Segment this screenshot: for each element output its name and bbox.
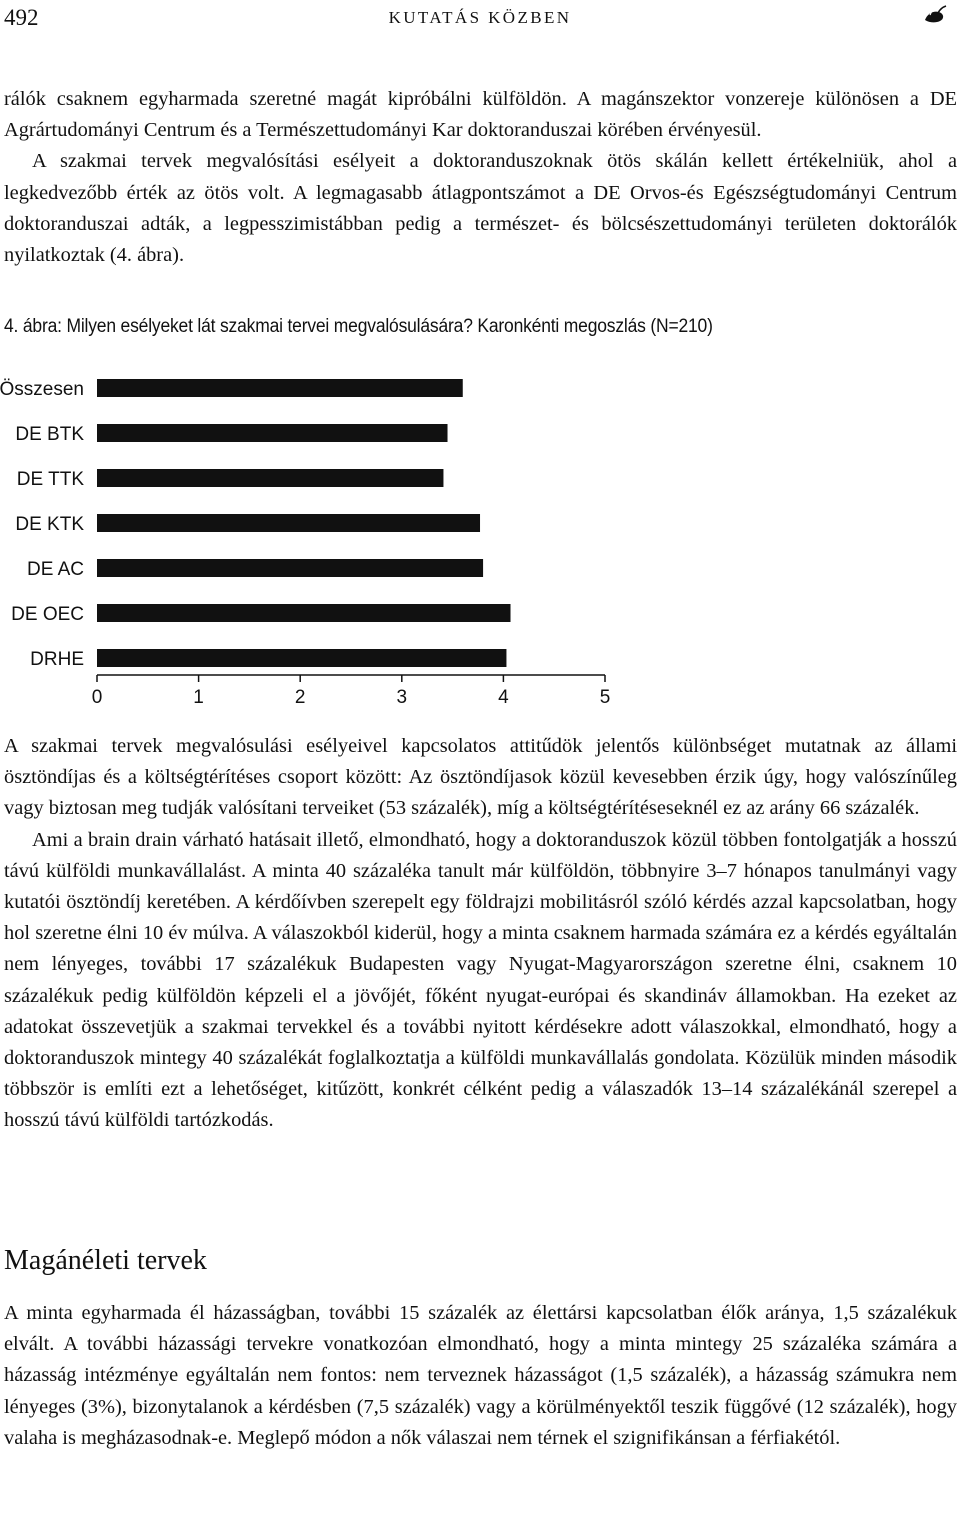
bar	[97, 424, 448, 442]
running-title: KUTATÁS KÖZBEN	[388, 8, 572, 27]
text-block-bottom	[4, 1298, 957, 1454]
bar	[97, 649, 506, 667]
category-label: DE BTK	[15, 424, 84, 445]
category-label: Összesen	[0, 379, 84, 400]
bar	[97, 604, 511, 622]
category-label: DE OEC	[11, 604, 84, 625]
paragraph: rálók csaknem egyharmada szeretné magát kipróbálni külföldön. A magánszektor vonzereje különösen a DE Agrártudományi Centrum és a Természettudományi Kar doktoranduszai körében érvényesül.	[4, 88, 957, 142]
category-label: DE AC	[26, 559, 84, 580]
bar-chart	[0, 365, 640, 715]
x-tick-label: 4	[498, 687, 509, 708]
text-block-middle	[4, 731, 957, 1137]
category-label: DE TTK	[16, 469, 84, 490]
bar	[97, 379, 463, 397]
bar	[97, 559, 483, 577]
ornament-icon	[922, 4, 948, 28]
paragraph: A minta egyharmada él házasságban, további 15 százalék az élettársi kapcsolatban élők aránya, 1,5 százalékuk elvált. A további házassági tervekre vonatkozóan elmondható, hogy a minta mintegy 25 százaléka számára a házasság intézménye egyáltalán nem fontos: nem terveznek házasságot (1,5 százalék), a házasság számukra nem lényeges (3%), bizonytalanok a kérdésben (7,5 százalék) vagy a körülményektől teszik függővé (12 százalék), hogy valaha is megházasodnak-e. Meglepő módon a nők válaszai nem térnek el szignifikánsan a férfiakétól.	[4, 1302, 957, 1449]
x-tick-label: 1	[193, 687, 204, 708]
paragraph: Ami a brain drain várható hatásait illető, elmondható, hogy a doktoranduszok közül többen fontolgatják a hosszú távú külföldi munkavállalást. A minta 40 százaléka tanult már külföldön, többnyire 3–7 hónapos tanulmányi vagy kutatói ösztöndíj keretében. A kérdőívben szerepelt egy földrajzi mobilitásról szóló kérdés azzal kapcsolatban, hogy hol szeretne élni 10 év múlva. A válaszokból kiderül, hogy a minta csaknem harmada számára ez a kérdés egyáltalán nem lényeges, további 17 százalékuk Budapesten vagy Nyugat-Magyarországon szeretne élni, csaknem 10 százalékuk pedig külföldön képzeli el a jövőjét, főként nyugat-európai és skandináv államokban. Ha ezeket az adatokat összevetjük a szakmai tervekkel és a további nyitott kérdésekre adott válaszokkal, elmondható, hogy a doktoranduszok mintegy 40 százalékát foglalkoztatja a külföldi munkavállalás gondolata. Közülük minden második többször is említi ezt a lehetőséget, kitűzött, konkrét célként pedig a válaszadók 13–14 százalékánál szerepel a hosszú távú külföldi tartózkodás.	[4, 828, 957, 1132]
x-tick-label: 3	[396, 687, 408, 708]
category-label: DE KTK	[15, 514, 84, 535]
paragraph: A szakmai tervek megvalósulási esélyeivel kapcsolatos attitűdök jelentős különbséget mutatnak az állami ösztöndíjas és a költségtérítéses csoport között: Az ösztöndíjasok közül kevesebben érzik úgy, hogy valószínűleg vagy biztosan meg tudják valósítani terveiket (53 százalék), míg a költségtérítéseseknél ez az arány 66 százalék.	[4, 735, 957, 820]
figure-caption: 4. ábra: Milyen esélyeket lát szakmai tervei megvalósulására? Karonkénti megoszlás (N=210)	[4, 316, 713, 337]
x-tick-label: 5	[599, 687, 611, 708]
bar	[97, 469, 443, 487]
category-label: DRHE	[30, 649, 84, 670]
x-tick-label: 0	[91, 687, 103, 708]
paragraph: A szakmai tervek megvalósítási esélyeit a doktoranduszoknak ötös skálán kellett értékelniük, ahol a legkedvezőbb érték az ötös volt. A legmagasabb átlagpontszámot a DE Orvos-és Egészségtudományi Centrum doktoranduszai adták, a legpesszimistábban pedig a természet- és bölcsészettudományi területen doktorálók nyilatkoztak (4. ábra).	[4, 150, 957, 267]
bar	[97, 514, 480, 532]
text-block-top	[4, 84, 957, 271]
section-heading: Magánéleti tervek	[4, 1245, 207, 1276]
page-header	[0, 0, 960, 40]
page-number: 492	[4, 5, 39, 30]
x-tick-label: 2	[294, 687, 306, 708]
